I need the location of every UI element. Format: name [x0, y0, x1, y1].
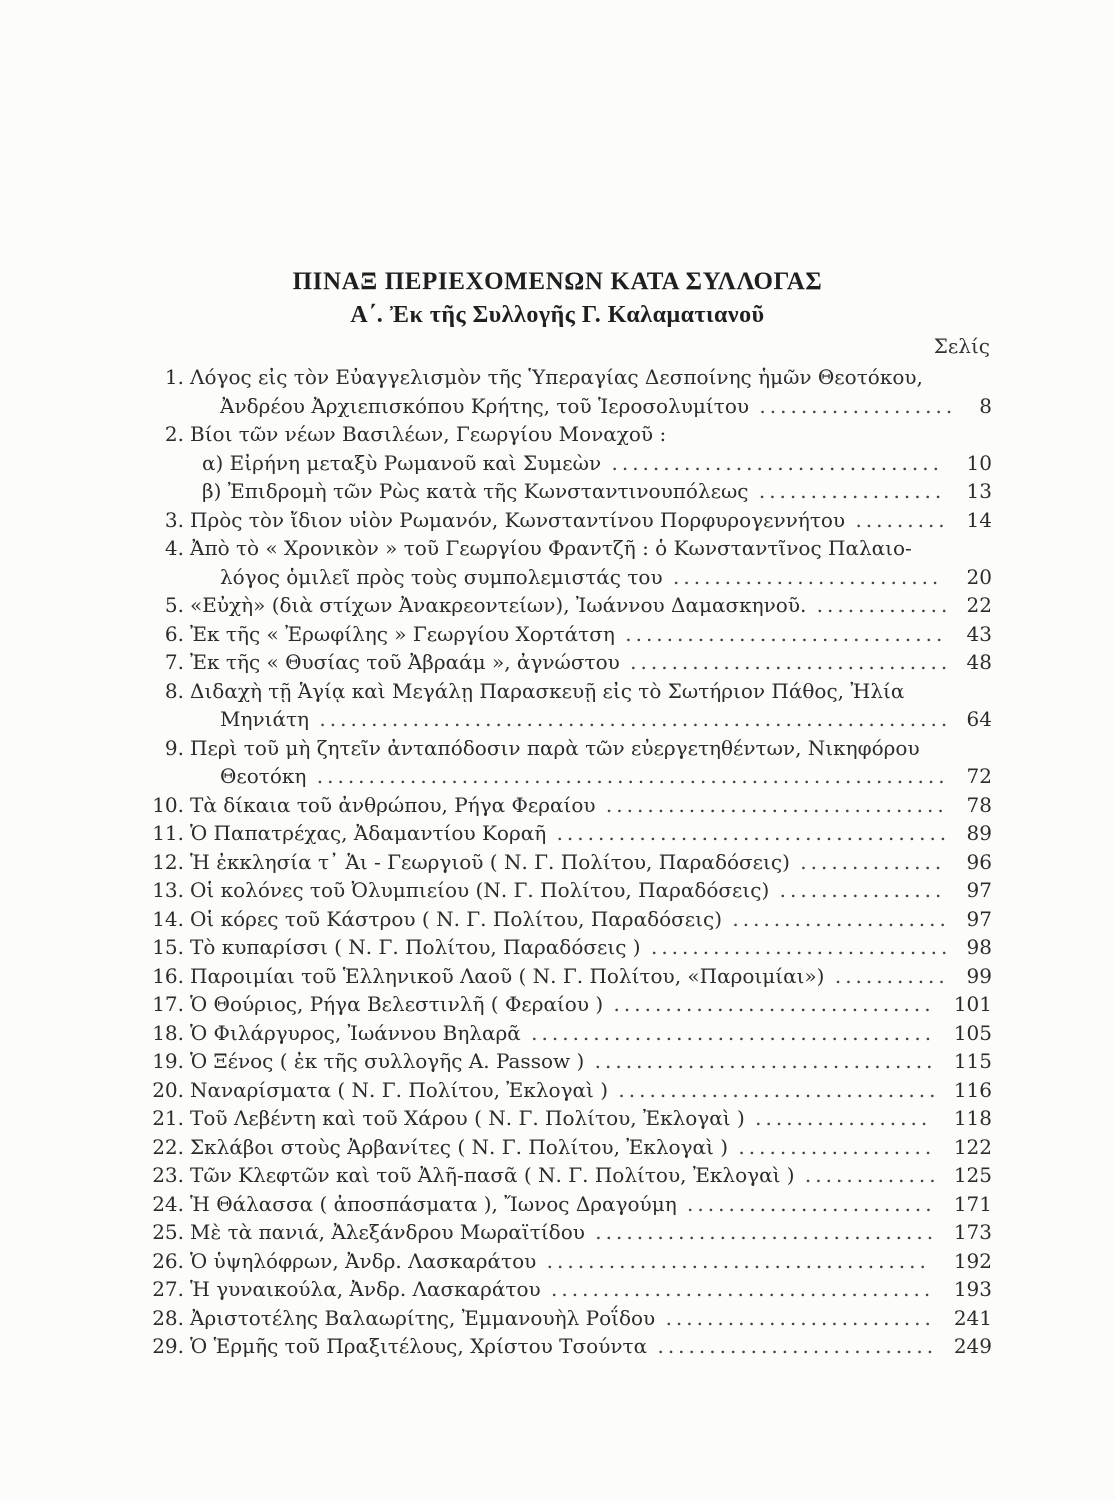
toc-entry-title: Ὁ Ἑρμῆς τοῦ Πραξιτέλους, Χρίστου Τσούντα — [190, 1334, 648, 1358]
toc-page-number: 101 — [953, 992, 992, 1016]
toc-entry-number: 13. — [152, 878, 184, 902]
toc-entry-title: Ἡ γυναικούλα, Ἀνδρ. Λασκαράτου — [190, 1277, 541, 1301]
toc-entry-title: Μὲ τὰ πανιά, Ἀλεξάνδρου Μωραϊτίδου — [190, 1220, 585, 1244]
toc-entry-title: Πρὸς τὸν ἴδιον υἱὸν Ρωμανόν, Κωνσταντίνου Πορφυρογεννήτου — [190, 507, 846, 532]
toc-entry-number: 9. — [164, 735, 184, 760]
toc-entry-title: Περὶ τοῦ μὴ ζητεῖν ἀνταπόδοσιν παρὰ τῶν εὐεργετηθέντων, Νικηφόρου — [190, 735, 920, 760]
toc-entry-number: 18. — [152, 1020, 184, 1045]
toc-entry-title: Παροιμίαι τοῦ Ἑλληνικοῦ Λαοῦ ( Ν. Γ. Πολίτου, «Παροιμίαι») — [190, 963, 825, 988]
toc-entry-line — [150, 420, 992, 449]
toc-leader-dots: ............................. — [640, 935, 952, 959]
toc-entry-title: Ναναρίσματα ( Ν. Γ. Πολίτου, Ἐκλογαὶ ) — [190, 1077, 609, 1102]
toc-entry-number: 29. — [152, 1334, 184, 1358]
toc-entry-line — [150, 563, 992, 592]
toc-entry — [150, 449, 992, 478]
toc-page-number: 72 — [966, 764, 992, 788]
toc-entry-number: 10. — [152, 792, 184, 817]
toc-entry-title: λόγος ὁμιλεῖ πρὸς τοὺς συμπολεμιστάς του — [220, 564, 663, 589]
toc-entry-title: Διδαχὴ τῇ Ἁγίᾳ καὶ Μεγάλῃ Παρασκευῇ εἰς τὸ Σωτήριον Πάθος, Ἠλία — [190, 678, 905, 703]
toc-entry — [150, 990, 992, 1019]
toc-page-number: 96 — [966, 849, 992, 874]
toc-entry-number: 19. — [152, 1049, 184, 1073]
toc-leader-dots: ............. — [806, 593, 952, 617]
toc-entry — [150, 1275, 992, 1304]
toc-entry-line — [150, 705, 992, 734]
toc-entry-title: «Εὐχὴ» (διὰ στίχων Ἀνακρεοντείων), Ἰωάννου Δαμασκηνοῦ. — [190, 593, 807, 617]
toc-entry-line — [150, 392, 992, 421]
toc-leader-dots: ..................................... — [540, 1277, 935, 1301]
toc-entry-title: Τῶν Κλεφτῶν καὶ τοῦ Ἀλῆ-πασᾶ ( Ν. Γ. Πολίτου, Ἐκλογαὶ ) — [190, 1163, 795, 1187]
toc-entry-title: Ἡ ἐκκλησία τ᾿ Ἁι - Γεωργιοῦ ( Ν. Γ. Πολίτου, Παραδόσεις) — [190, 849, 790, 874]
toc-leader-dots: ................. — [744, 1106, 932, 1130]
toc-leader-dots: ....................................... — [520, 1020, 936, 1045]
toc-leader-dots: ........................ — [676, 1191, 936, 1216]
toc-leader-dots: ........................... — [647, 1334, 938, 1358]
toc-page-number: 78 — [966, 792, 992, 817]
toc-entry-line — [150, 1218, 992, 1247]
toc-entry-line — [150, 933, 992, 962]
toc-entry-number: 4. — [164, 536, 184, 560]
toc-entry-title: Θεοτόκη — [220, 764, 307, 788]
toc-page-number: 10 — [966, 450, 992, 475]
toc-entry-number: 6. — [164, 621, 184, 646]
toc-page-number: 122 — [953, 1134, 992, 1159]
toc-entry — [150, 1247, 992, 1276]
toc-leader-dots: ................................. — [584, 1220, 938, 1244]
toc-entry-number: 7. — [164, 650, 184, 674]
toc-page-number: 116 — [953, 1077, 992, 1102]
toc-entry — [150, 962, 992, 991]
toc-entry-number: 8. — [164, 678, 184, 703]
toc-page-number: 173 — [953, 1220, 992, 1244]
toc-entry-number: 14. — [152, 906, 184, 931]
toc-entry-title: Βίοι τῶν νέων Βασιλέων, Γεωργίου Μοναχοῦ : — [190, 422, 667, 446]
toc-entry-title: Ὁ Θούριος, Ρήγα Βελεστινλῆ ( Φεραίου ) — [190, 992, 604, 1016]
toc-page-number: 8 — [979, 393, 992, 418]
page-subtitle: Α΄. Ἐκ τῆς Συλλογῆς Γ. Καλαματιανοῦ — [350, 302, 765, 328]
toc-entry-number: 1. — [164, 365, 184, 389]
toc-entry-title: Ὁ ὑψηλόφρων, Ἀνδρ. Λασκαράτου — [190, 1248, 537, 1273]
toc-entry-line — [150, 1304, 992, 1333]
toc-entry-line — [150, 477, 992, 506]
toc-entry — [150, 506, 992, 535]
toc-entry-title: Μηνιάτη — [220, 707, 310, 731]
toc-entry — [150, 819, 992, 848]
toc-entry — [150, 1218, 992, 1247]
toc-entry-title: Ἀνδρέου Ἀρχιεπισκόπου Κρήτης, τοῦ Ἱεροσολυμίτου — [220, 393, 750, 418]
toc-page-number: 22 — [966, 593, 992, 617]
toc-entry-line — [150, 1047, 992, 1076]
toc-page-number: 171 — [953, 1191, 992, 1216]
toc-entry-line — [150, 648, 992, 677]
toc-entry — [150, 1019, 992, 1048]
toc-page-number: 97 — [966, 878, 992, 902]
toc-entry — [150, 791, 992, 820]
toc-entry-number: 27. — [152, 1277, 184, 1301]
toc-entry-number: 3. — [164, 507, 184, 532]
toc-entry-line — [150, 1076, 992, 1105]
toc-leader-dots: ......... — [845, 507, 949, 532]
table-of-contents — [150, 363, 992, 1361]
toc-leader-dots: .......................... — [655, 1305, 935, 1330]
toc-entry-title: Ἡ Θάλασσα ( ἀποσπάσματα ), Ἴωνος Δραγούμη — [190, 1191, 677, 1216]
toc-page-number: 97 — [966, 906, 992, 931]
toc-entry-line — [150, 363, 992, 392]
toc-entry-line — [150, 962, 992, 991]
toc-entry-title: Λόγος εἰς τὸν Εὐαγγελισμὸν τῆς Ὑπεραγίας Δεσποίνης ἡμῶν Θεοτόκου, — [190, 365, 923, 389]
toc-entry-title: Ὁ Παπατρέχας, Ἀδαμαντίου Κοραῆ — [190, 821, 547, 845]
toc-entry-line — [150, 591, 992, 620]
toc-entry-line — [150, 848, 992, 877]
toc-entry-number: 24. — [152, 1191, 184, 1216]
toc-page-number: 105 — [953, 1020, 992, 1045]
toc-entry — [150, 933, 992, 962]
toc-leader-dots: ................................. — [595, 792, 948, 817]
toc-entry-line — [150, 734, 992, 763]
toc-entry — [150, 677, 992, 734]
toc-entry-title: Ἐκ τῆς « Θυσίας τοῦ Ἀβραάμ », ἀγνώστου — [190, 650, 620, 674]
toc-entry-line — [150, 1104, 992, 1133]
toc-entry-number: 5. — [164, 593, 184, 617]
toc-leader-dots: .................. — [748, 479, 946, 503]
toc-entry — [150, 876, 992, 905]
toc-entry-title: Ἀριστοτέλης Βαλαωρίτης, Ἐμμανουὴλ Ροΐδου — [190, 1305, 656, 1330]
toc-entry-title: Τὸ κυπαρίσσι ( Ν. Γ. Πολίτου, Παραδόσεις ) — [190, 935, 641, 959]
toc-leader-dots: ............................... — [614, 621, 947, 646]
toc-page-number: 20 — [966, 564, 992, 589]
toc-leader-dots: ............................... — [603, 992, 935, 1016]
toc-entry — [150, 1076, 992, 1105]
toc-entry — [150, 1161, 992, 1190]
toc-page-number: 115 — [953, 1049, 992, 1073]
toc-leader-dots: ................ — [769, 878, 946, 902]
toc-leader-dots: ............. — [794, 1163, 940, 1187]
toc-entry-line — [150, 506, 992, 535]
toc-entry-title: Τοῦ Λεβέντη καὶ τοῦ Χάρου ( Ν. Γ. Πολίτου, Ἐκλογαὶ ) — [190, 1106, 745, 1130]
toc-entry — [150, 905, 992, 934]
toc-page-number: 13 — [966, 479, 992, 503]
toc-entry — [150, 1304, 992, 1333]
toc-entry-number: 21. — [152, 1106, 184, 1130]
toc-leader-dots: ................................ — [601, 450, 943, 475]
toc-leader-dots: ............................................................. — [309, 707, 952, 731]
toc-page-number: 99 — [966, 963, 992, 988]
toc-entry-title: Οἱ κόρες τοῦ Κάστρου ( Ν. Γ. Πολίτου, Παραδόσεις) — [190, 906, 723, 931]
toc-entry-title: β) Ἐπιδρομὴ τῶν Ρὼς κατὰ τῆς Κωνσταντινουπόλεως — [202, 479, 749, 503]
toc-entry-line — [150, 905, 992, 934]
toc-entry-line — [150, 620, 992, 649]
toc-leader-dots: ............................... — [608, 1077, 940, 1102]
toc-entry — [150, 534, 992, 591]
toc-entry-number: 22. — [152, 1134, 184, 1159]
toc-entry — [150, 1133, 992, 1162]
toc-entry — [150, 734, 992, 791]
toc-entry-title: Ὁ Φιλάργυρος, Ἰωάννου Βηλαρᾶ — [190, 1020, 521, 1045]
toc-entry — [150, 1190, 992, 1219]
toc-entry — [150, 477, 992, 506]
toc-page-number: 118 — [953, 1106, 992, 1130]
toc-entry-line — [150, 791, 992, 820]
toc-leader-dots: ................................. — [584, 1049, 937, 1073]
toc-entry-title: Τὰ δίκαια τοῦ ἀνθρώπου, Ρήγα Φεραίου — [190, 792, 596, 817]
toc-entry — [150, 420, 992, 449]
toc-entry-number: 12. — [152, 849, 184, 874]
toc-leader-dots: ............................................................. — [306, 764, 949, 788]
toc-entry-line — [150, 449, 992, 478]
toc-entry-number: 17. — [152, 992, 184, 1016]
toc-entry-line — [150, 819, 992, 848]
toc-page-number: 14 — [966, 507, 992, 532]
toc-entry-number: 11. — [152, 821, 184, 845]
toc-leader-dots: ...................................... — [546, 821, 951, 845]
toc-page-number: 48 — [966, 650, 992, 674]
toc-entry-line — [150, 990, 992, 1019]
toc-leader-dots: ........... — [824, 963, 949, 988]
toc-entry-line — [150, 677, 992, 706]
toc-leader-dots: ..................... — [722, 906, 950, 931]
toc-page-number: 98 — [966, 935, 992, 959]
toc-entry-title: Ἐκ τῆς « Ἐρωφίλης » Γεωργίου Χορτάτση — [190, 621, 615, 646]
toc-entry — [150, 848, 992, 877]
toc-entry-number: 28. — [152, 1305, 184, 1330]
toc-page-number: 64 — [966, 707, 992, 731]
toc-page-number: 125 — [953, 1163, 992, 1187]
toc-entry-number: 15. — [152, 935, 184, 959]
toc-page-number: 43 — [966, 621, 992, 646]
toc-page-number: 89 — [966, 821, 992, 845]
toc-entry — [150, 620, 992, 649]
toc-entry-line — [150, 1161, 992, 1190]
toc-entry-line — [150, 1332, 992, 1361]
toc-entry-line — [150, 876, 992, 905]
page-title: ΠΙΝΑΞ ΠΕΡΙΕΧΟΜΕΝΩΝ ΚΑΤΑ ΣΥΛΛΟΓΑΣ — [292, 268, 823, 295]
toc-leader-dots: .......................... — [662, 564, 943, 589]
toc-entry-title: Σκλάβοι στοὺς Ἀρβανίτες ( Ν. Γ. Πολίτου, Ἐκλογαὶ ) — [190, 1134, 729, 1159]
toc-page-number: 249 — [953, 1334, 992, 1358]
toc-entry-line — [150, 1247, 992, 1276]
toc-entry-number: 2. — [164, 422, 184, 446]
toc-page-number: 193 — [953, 1277, 992, 1301]
toc-entry-line — [150, 1190, 992, 1219]
toc-entry-title: Ἀπὸ τὸ « Χρονικὸν » τοῦ Γεωργίου Φραντζῆ : ὁ Κωνσταντῖνος Παλαιο- — [190, 536, 912, 560]
toc-entry-number: 25. — [152, 1220, 184, 1244]
toc-entry — [150, 1104, 992, 1133]
toc-entry — [150, 591, 992, 620]
toc-leader-dots: ..................................... — [536, 1248, 930, 1273]
toc-entry-title: α) Εἰρήνη μεταξὺ Ρωμανοῦ καὶ Συμεὼν — [202, 450, 602, 475]
toc-entry-line — [150, 534, 992, 563]
toc-entry-line — [150, 1019, 992, 1048]
toc-entry-number: 20. — [152, 1077, 184, 1102]
toc-entry-line — [150, 1133, 992, 1162]
toc-entry — [150, 363, 992, 420]
toc-leader-dots: .............. — [789, 849, 946, 874]
toc-entry-title: Οἱ κολόνες τοῦ Ὀλυμπιείου (Ν. Γ. Πολίτου, Παραδόσεις) — [190, 878, 770, 902]
toc-entry — [150, 1332, 992, 1361]
toc-page-number: 192 — [953, 1248, 992, 1273]
toc-entry-number: 16. — [152, 963, 184, 988]
toc-entry — [150, 648, 992, 677]
toc-entry-title: Ὁ Ξένος ( ἐκ τῆς συλλογῆς Α. Passow ) — [190, 1049, 585, 1073]
page-column-header: Σελίς — [933, 334, 990, 358]
toc-page-number: 241 — [953, 1305, 992, 1330]
toc-entry-number: 26. — [152, 1248, 184, 1273]
toc-leader-dots: ............................... — [619, 650, 952, 674]
toc-entry — [150, 1047, 992, 1076]
toc-leader-dots: ................... — [749, 393, 957, 418]
toc-entry-line — [150, 1275, 992, 1304]
toc-entry-line — [150, 762, 992, 791]
toc-leader-dots: ................... — [728, 1134, 936, 1159]
toc-entry-number: 23. — [152, 1163, 184, 1187]
